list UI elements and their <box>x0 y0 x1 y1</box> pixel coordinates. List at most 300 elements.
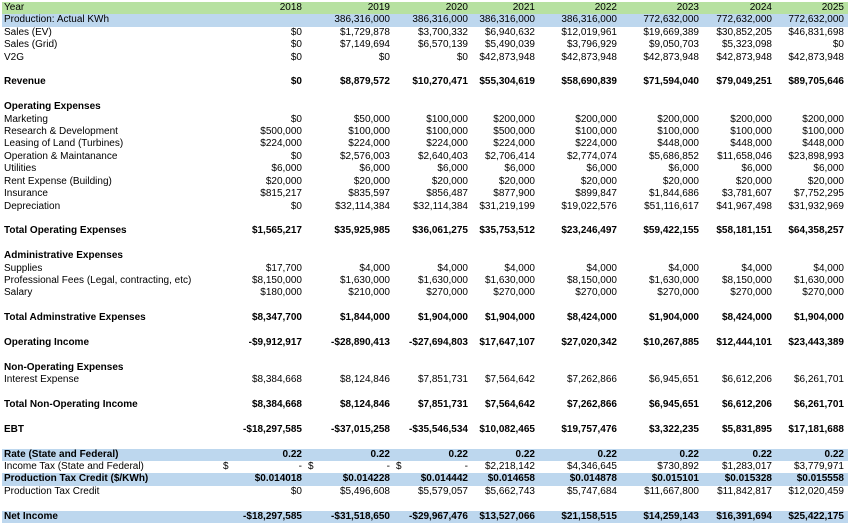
row-label: Marketing <box>4 113 48 125</box>
table-cell[interactable]: $3,781,607 <box>721 188 772 200</box>
spacer-row <box>2 238 848 250</box>
table-cell[interactable]: $30,852,205 <box>716 26 772 38</box>
table-cell[interactable]: $20,000 <box>662 175 699 187</box>
table-cell[interactable]: $1,904,000 <box>484 312 535 324</box>
spacer-row <box>2 300 848 312</box>
table-cell[interactable]: $0.014442 <box>420 473 468 485</box>
table-cell[interactable]: $7,262,866 <box>566 399 617 410</box>
table-cell[interactable]: 386,316,000 <box>479 14 535 26</box>
table-cell[interactable]: $0 <box>378 51 390 63</box>
table-cell[interactable]: $8,150,000 <box>721 274 772 286</box>
table-cell[interactable]: $21,158,515 <box>561 510 617 522</box>
row-label: Rent Expense (Building) <box>4 175 112 187</box>
row-label: Production Tax Credit ($/KWh) <box>4 473 149 485</box>
table-cell[interactable]: $0 <box>290 51 302 63</box>
table-cell[interactable]: $17,700 <box>265 262 302 274</box>
table-cell[interactable]: $224,000 <box>426 138 468 150</box>
table-cell[interactable]: $25,422,175 <box>788 510 844 522</box>
table-cell[interactable]: $16,391,694 <box>716 510 772 522</box>
row-label: Operating Expenses <box>4 101 101 113</box>
table-cell[interactable]: $42,873,948 <box>479 51 535 63</box>
table-cell[interactable]: $3,779,971 <box>793 461 844 473</box>
table-cell[interactable]: 772,632,000 <box>788 14 844 26</box>
table-row <box>2 275 848 287</box>
table-row <box>2 138 848 150</box>
table-cell[interactable]: $5,831,895 <box>721 423 772 435</box>
table-cell[interactable]: 2019 <box>367 2 390 13</box>
table-cell[interactable]: 386,316,000 <box>412 14 468 26</box>
table-cell[interactable]: $4,000 <box>504 262 535 274</box>
table-cell[interactable]: $1,844,000 <box>339 312 390 324</box>
table-cell[interactable]: $17,181,688 <box>788 423 844 435</box>
table-row <box>2 461 848 473</box>
table-cell[interactable]: $5,496,608 <box>339 485 390 497</box>
table-cell[interactable]: $0.014228 <box>342 473 390 485</box>
table-cell[interactable]: $6,940,632 <box>484 26 535 38</box>
table-row <box>2 176 848 188</box>
row-label: Insurance <box>4 188 48 200</box>
table-cell[interactable]: $19,022,576 <box>561 200 617 212</box>
currency-symbol: $ <box>223 461 229 473</box>
table-cell[interactable]: $856,487 <box>426 188 468 200</box>
row-label: Utilities <box>4 163 37 175</box>
table-cell[interactable]: $4,000 <box>668 262 699 274</box>
spacer-row <box>2 411 848 423</box>
table-cell[interactable]: $100,000 <box>575 126 617 138</box>
table-row <box>2 473 848 485</box>
table-cell[interactable]: -$37,015,258 <box>331 423 390 435</box>
table-cell[interactable]: $10,270,471 <box>412 76 468 88</box>
row-label: Non-Operating Expenses <box>4 361 124 373</box>
table-cell[interactable]: $31,932,969 <box>788 200 844 212</box>
table-cell[interactable]: $36,061,275 <box>412 225 468 237</box>
table-cell[interactable]: $730,892 <box>657 461 699 473</box>
table-cell[interactable]: $32,114,384 <box>413 200 468 212</box>
table-cell[interactable]: $100,000 <box>426 126 468 138</box>
table-row <box>2 114 848 126</box>
table-cell[interactable]: $6,000 <box>586 163 617 175</box>
row-label: Total Adminstrative Expenses <box>4 312 146 324</box>
table-cell[interactable]: $2,706,414 <box>484 150 535 162</box>
table-cell[interactable]: $0 <box>290 200 302 212</box>
table-cell[interactable]: $5,747,684 <box>566 485 617 497</box>
row-label: V2G <box>4 51 25 63</box>
table-cell[interactable]: $5,579,057 <box>417 485 468 497</box>
table-cell[interactable]: $4,000 <box>741 262 772 274</box>
table-cell[interactable]: $11,842,817 <box>717 485 772 497</box>
table-cell[interactable]: $0.014018 <box>254 473 302 485</box>
table-cell[interactable]: $7,262,866 <box>566 374 617 386</box>
table-cell[interactable]: $7,851,731 <box>417 374 468 386</box>
table-cell[interactable]: -$9,912,917 <box>248 336 302 348</box>
table-cell[interactable]: $12,444,101 <box>716 336 772 348</box>
table-cell[interactable]: $20,000 <box>353 175 390 187</box>
table-cell[interactable]: $89,705,646 <box>788 76 844 88</box>
table-cell[interactable]: $35,753,512 <box>479 225 535 237</box>
table-cell[interactable]: 0.22 <box>597 448 617 460</box>
table-cell[interactable]: $835,597 <box>348 188 390 200</box>
table-cell[interactable]: -$18,297,585 <box>243 510 302 522</box>
table-cell[interactable]: $8,384,668 <box>251 399 302 410</box>
table-cell[interactable]: $6,612,206 <box>721 399 772 410</box>
table-cell[interactable]: $42,873,948 <box>788 51 844 63</box>
table-cell[interactable]: $6,000 <box>437 163 468 175</box>
spacer-row <box>2 387 848 399</box>
table-cell[interactable]: $59,422,155 <box>643 225 699 237</box>
table-cell[interactable]: 2018 <box>279 2 302 13</box>
table-cell[interactable]: $270,000 <box>730 287 772 299</box>
row-label: Sales (EV) <box>4 26 52 38</box>
table-cell[interactable]: $7,149,694 <box>339 39 390 51</box>
table-cell[interactable]: -$18,297,585 <box>243 423 302 435</box>
table-cell[interactable]: $20,000 <box>807 175 844 187</box>
table-cell[interactable]: $41,967,498 <box>716 200 772 212</box>
table-cell[interactable]: $19,757,476 <box>561 423 617 435</box>
table-cell[interactable]: $17,647,107 <box>479 336 535 348</box>
table-row <box>2 424 848 436</box>
table-cell[interactable]: $224,000 <box>260 138 302 150</box>
table-cell[interactable]: $20,000 <box>735 175 772 187</box>
table-cell[interactable]: $7,564,642 <box>484 399 535 410</box>
spacer-row <box>2 498 848 510</box>
table-cell[interactable]: $23,898,993 <box>788 150 844 162</box>
table-row <box>2 486 848 498</box>
row-label: Salary <box>4 287 33 299</box>
table-cell[interactable]: $899,847 <box>575 188 617 200</box>
table-cell[interactable]: $46,831,698 <box>788 26 844 38</box>
table-cell[interactable]: 2021 <box>512 2 535 13</box>
table-row <box>2 250 848 262</box>
row-label: EBT <box>4 423 24 435</box>
table-cell[interactable]: -$29,967,476 <box>409 510 468 522</box>
table-cell[interactable]: 2022 <box>594 2 617 13</box>
table-cell[interactable]: $877,900 <box>493 188 535 200</box>
table-cell[interactable]: $224,000 <box>575 138 617 150</box>
table-row <box>2 511 848 523</box>
table-cell[interactable]: 386,316,000 <box>561 14 617 26</box>
table-cell[interactable]: $200,000 <box>493 113 535 125</box>
table-cell[interactable]: $6,000 <box>504 163 535 175</box>
table-row <box>2 201 848 213</box>
table-cell[interactable]: $35,925,985 <box>334 225 390 237</box>
row-label: Total Operating Expenses <box>4 225 127 237</box>
table-cell[interactable]: $12,020,459 <box>788 485 844 497</box>
table-cell[interactable]: $1,904,000 <box>417 312 468 324</box>
table-cell[interactable]: $0 <box>290 150 302 162</box>
table-cell[interactable]: $9,050,703 <box>648 39 699 51</box>
table-cell[interactable]: $6,000 <box>359 163 390 175</box>
table-cell[interactable]: $270,000 <box>802 287 844 299</box>
table-cell[interactable]: -$28,890,413 <box>331 336 390 348</box>
table-cell[interactable]: $19,669,389 <box>643 26 699 38</box>
row-label: Interest Expense <box>4 374 80 386</box>
table-cell[interactable]: $6,000 <box>741 163 772 175</box>
table-cell[interactable]: $200,000 <box>802 113 844 125</box>
table-cell[interactable]: $0.015558 <box>796 473 844 485</box>
table-cell[interactable]: $0 <box>290 485 302 497</box>
table-cell[interactable]: $210,000 <box>348 287 390 299</box>
table-cell[interactable]: $5,490,039 <box>484 39 535 51</box>
currency-symbol: $ <box>308 461 314 473</box>
table-cell[interactable]: -$27,694,803 <box>409 336 468 348</box>
table-cell[interactable]: $50,000 <box>353 113 390 125</box>
table-cell[interactable]: $200,000 <box>730 113 772 125</box>
table-cell[interactable]: $1,844,686 <box>648 188 699 200</box>
table-cell[interactable]: $23,246,497 <box>561 225 617 237</box>
table-cell[interactable]: $51,116,617 <box>644 200 699 212</box>
table-cell[interactable]: $4,346,645 <box>566 461 617 473</box>
table-cell[interactable]: $79,049,251 <box>716 76 772 88</box>
table-cell[interactable]: $7,564,642 <box>484 374 535 386</box>
spacer-row <box>2 325 848 337</box>
table-cell[interactable]: $0.014878 <box>569 473 617 485</box>
table-cell[interactable]: $1,630,000 <box>793 274 844 286</box>
table-cell[interactable]: $8,150,000 <box>251 274 302 286</box>
table-row <box>2 2 848 14</box>
table-cell[interactable]: $20,000 <box>498 175 535 187</box>
table-cell[interactable]: - <box>386 461 390 473</box>
table-cell[interactable]: 772,632,000 <box>643 14 699 26</box>
table-cell[interactable]: $4,000 <box>359 262 390 274</box>
row-label: Operating Income <box>4 336 90 348</box>
table-cell[interactable]: $270,000 <box>657 287 699 299</box>
spacer-row <box>2 213 848 225</box>
table-cell[interactable]: $0.015328 <box>724 473 772 485</box>
table-cell[interactable]: $0 <box>290 26 302 38</box>
table-cell[interactable]: $6,945,651 <box>648 374 699 386</box>
table-cell[interactable]: $0 <box>290 113 302 125</box>
table-row <box>2 126 848 138</box>
table-cell[interactable]: $270,000 <box>426 287 468 299</box>
table-row <box>2 225 848 237</box>
table-cell[interactable]: $6,570,139 <box>417 39 468 51</box>
table-cell[interactable]: $6,000 <box>668 163 699 175</box>
table-cell[interactable]: 2020 <box>445 2 468 13</box>
table-cell[interactable]: $3,796,929 <box>566 39 617 51</box>
table-row <box>2 263 848 275</box>
table-cell[interactable]: $500,000 <box>493 126 535 138</box>
table-cell[interactable]: $13,527,066 <box>479 510 535 522</box>
table-cell[interactable]: $55,304,619 <box>479 76 535 88</box>
table-cell[interactable]: $1,904,000 <box>648 312 699 324</box>
table-cell[interactable]: $58,690,839 <box>561 76 617 88</box>
financial-spreadsheet <box>2 2 848 523</box>
row-label: Research & Development <box>4 126 118 138</box>
table-cell[interactable]: $180,000 <box>260 287 302 299</box>
table-cell[interactable]: $2,640,403 <box>417 150 468 162</box>
table-cell[interactable]: $1,630,000 <box>484 274 535 286</box>
table-cell[interactable]: $8,384,668 <box>251 374 302 386</box>
table-cell[interactable]: $8,150,000 <box>566 274 617 286</box>
table-cell[interactable]: $6,612,206 <box>721 374 772 386</box>
table-cell[interactable]: 0.22 <box>282 448 302 460</box>
row-label: Professional Fees (Legal, contracting, etc) <box>4 274 192 286</box>
table-row <box>2 188 848 200</box>
row-label: Operation & Maintanance <box>4 150 118 162</box>
table-cell[interactable]: $42,873,948 <box>643 51 699 63</box>
table-cell[interactable]: $6,945,651 <box>648 399 699 410</box>
table-cell[interactable]: $270,000 <box>575 287 617 299</box>
table-row <box>2 151 848 163</box>
table-cell[interactable]: $0 <box>456 51 468 63</box>
table-cell[interactable]: $12,019,961 <box>561 26 617 38</box>
row-label: Leasing of Land (Turbines) <box>4 138 124 150</box>
table-cell[interactable]: $4,000 <box>813 262 844 274</box>
spacer-row <box>2 436 848 448</box>
table-cell[interactable]: $23,443,389 <box>788 336 844 348</box>
table-cell[interactable]: $7,851,731 <box>417 399 468 410</box>
table-cell[interactable]: $2,218,142 <box>484 461 535 473</box>
table-cell[interactable]: $1,630,000 <box>417 274 468 286</box>
table-cell[interactable]: 0.22 <box>515 448 535 460</box>
table-cell[interactable]: $7,752,295 <box>793 188 844 200</box>
table-cell[interactable]: $32,114,384 <box>335 200 390 212</box>
row-label: Total Non-Operating Income <box>4 399 138 410</box>
table-cell[interactable]: $20,000 <box>265 175 302 187</box>
table-row <box>2 76 848 88</box>
table-cell[interactable]: $270,000 <box>493 287 535 299</box>
table-cell[interactable]: $71,594,040 <box>643 76 699 88</box>
table-cell[interactable]: $8,347,700 <box>251 312 302 324</box>
table-cell[interactable]: $8,879,572 <box>339 76 390 88</box>
table-cell[interactable]: $448,000 <box>802 138 844 150</box>
table-cell[interactable]: $10,082,465 <box>479 423 535 435</box>
table-cell[interactable]: $0.014658 <box>487 473 535 485</box>
table-cell[interactable]: $10,267,885 <box>643 336 699 348</box>
table-cell[interactable]: $27,020,342 <box>561 336 617 348</box>
table-cell[interactable]: $42,873,948 <box>561 51 617 63</box>
table-cell[interactable]: $20,000 <box>431 175 468 187</box>
table-row <box>2 374 848 386</box>
table-cell[interactable]: $100,000 <box>348 126 390 138</box>
table-cell[interactable]: $2,576,003 <box>339 150 390 162</box>
table-cell[interactable]: $4,000 <box>586 262 617 274</box>
table-cell[interactable]: $64,358,257 <box>788 225 844 237</box>
table-cell[interactable]: $100,000 <box>802 126 844 138</box>
table-cell[interactable]: $5,686,852 <box>648 150 699 162</box>
table-cell[interactable]: 2023 <box>676 2 699 13</box>
row-label: Rate (State and Federal) <box>4 448 119 460</box>
table-cell[interactable]: $448,000 <box>730 138 772 150</box>
row-label: Year <box>4 2 25 13</box>
table-row <box>2 312 848 324</box>
table-cell[interactable]: 386,316,000 <box>334 14 390 26</box>
table-cell[interactable]: $14,259,143 <box>643 510 699 522</box>
spacer-row <box>2 89 848 101</box>
row-label: Sales (Grid) <box>4 39 58 51</box>
table-cell[interactable]: $1,565,217 <box>251 225 302 237</box>
table-cell[interactable]: $8,124,846 <box>339 399 390 410</box>
table-cell[interactable]: $8,124,846 <box>339 374 390 386</box>
table-row <box>2 399 848 411</box>
table-cell[interactable]: -$35,546,534 <box>409 423 468 435</box>
table-cell[interactable]: 0.22 <box>824 448 844 460</box>
table-cell[interactable]: 0.22 <box>448 448 468 460</box>
row-label: Supplies <box>4 262 43 274</box>
table-cell[interactable]: $31,219,199 <box>479 200 535 212</box>
spacer-row <box>2 64 848 76</box>
table-cell[interactable]: $200,000 <box>657 113 699 125</box>
table-row <box>2 52 848 64</box>
table-row <box>2 14 848 26</box>
table-cell[interactable]: $1,630,000 <box>648 274 699 286</box>
table-cell[interactable]: $5,662,743 <box>484 485 535 497</box>
table-cell[interactable]: $8,424,000 <box>721 312 772 324</box>
table-cell[interactable]: $5,323,098 <box>721 39 772 51</box>
table-cell[interactable]: $3,700,332 <box>417 26 468 38</box>
table-cell[interactable]: $0 <box>290 76 302 88</box>
table-cell[interactable]: 2025 <box>821 2 844 13</box>
table-cell[interactable]: $6,000 <box>271 163 302 175</box>
table-cell[interactable]: 772,632,000 <box>716 14 772 26</box>
table-row <box>2 362 848 374</box>
currency-symbol: $ <box>396 461 402 473</box>
table-row <box>2 337 848 349</box>
table-cell[interactable]: $1,283,017 <box>721 461 772 473</box>
table-cell[interactable]: $1,904,000 <box>793 312 844 324</box>
table-cell[interactable]: - <box>298 461 302 473</box>
row-label: Depreciation <box>4 200 61 212</box>
table-cell[interactable]: $224,000 <box>493 138 535 150</box>
table-cell[interactable]: $224,000 <box>348 138 390 150</box>
table-row <box>2 101 848 113</box>
table-row <box>2 39 848 51</box>
table-cell[interactable]: -$31,518,650 <box>331 510 390 522</box>
table-cell[interactable]: $8,424,000 <box>566 312 617 324</box>
table-cell[interactable]: $42,873,948 <box>716 51 772 63</box>
table-cell[interactable]: $100,000 <box>730 126 772 138</box>
table-row <box>2 163 848 175</box>
row-label: Income Tax (State and Federal) <box>4 461 144 473</box>
row-label: Production: Actual KWh <box>4 14 110 26</box>
table-cell[interactable]: 0.22 <box>679 448 699 460</box>
table-cell[interactable]: $11,667,800 <box>644 485 699 497</box>
table-row <box>2 27 848 39</box>
table-cell[interactable]: $100,000 <box>426 113 468 125</box>
table-cell[interactable]: $100,000 <box>657 126 699 138</box>
table-cell[interactable]: 0.22 <box>370 448 390 460</box>
row-label: Production Tax Credit <box>4 485 100 497</box>
table-cell[interactable]: $3,322,235 <box>648 423 699 435</box>
table-cell[interactable]: - <box>464 461 468 473</box>
table-row <box>2 287 848 299</box>
table-cell[interactable]: 2024 <box>749 2 772 13</box>
table-cell[interactable]: $4,000 <box>437 262 468 274</box>
table-cell[interactable]: $200,000 <box>575 113 617 125</box>
spacer-row <box>2 349 848 361</box>
table-cell[interactable]: $58,181,151 <box>716 225 772 237</box>
table-cell[interactable]: $11,658,046 <box>717 150 772 162</box>
table-cell[interactable]: $815,217 <box>260 188 302 200</box>
table-cell[interactable]: 0.22 <box>752 448 772 460</box>
table-cell[interactable]: $20,000 <box>580 175 617 187</box>
table-cell[interactable]: $6,261,701 <box>793 399 844 410</box>
table-cell[interactable]: $0.015101 <box>651 473 699 485</box>
table-cell[interactable]: $1,630,000 <box>339 274 390 286</box>
row-label: Administrative Expenses <box>4 250 123 262</box>
table-cell[interactable]: $2,774,074 <box>566 150 617 162</box>
table-cell[interactable]: $1,729,878 <box>339 26 390 38</box>
row-label: Net Income <box>4 510 58 522</box>
table-cell[interactable]: $6,261,701 <box>793 374 844 386</box>
table-cell[interactable]: $0 <box>290 39 302 51</box>
table-cell[interactable]: $0 <box>832 39 844 51</box>
table-cell[interactable]: $6,000 <box>813 163 844 175</box>
row-label: Revenue <box>4 76 46 88</box>
table-row <box>2 449 848 461</box>
table-cell[interactable]: $448,000 <box>657 138 699 150</box>
table-cell[interactable]: $500,000 <box>260 126 302 138</box>
